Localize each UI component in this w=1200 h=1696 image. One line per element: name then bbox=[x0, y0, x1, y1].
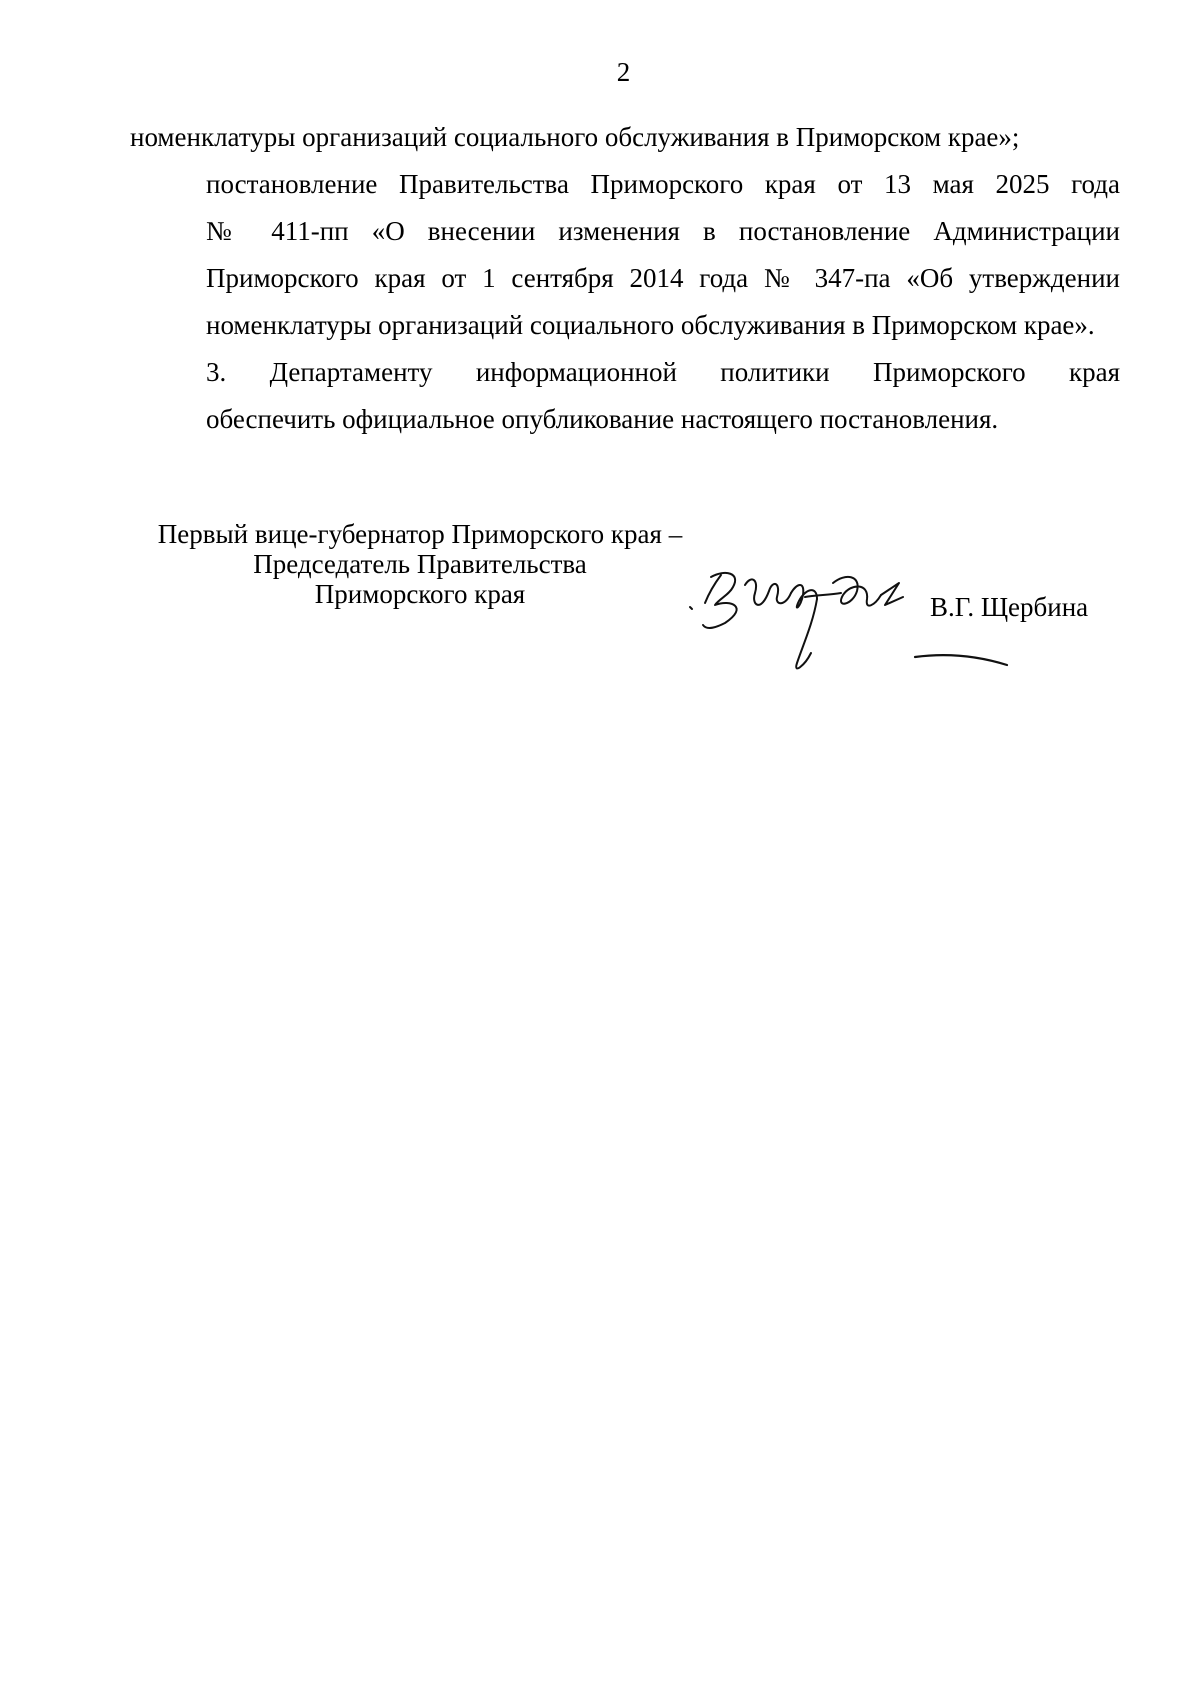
text-line: обеспечить официальное опубликование настоящего постановления. bbox=[206, 404, 999, 434]
handwritten-signature bbox=[685, 565, 1015, 685]
paragraph-item-3 bbox=[130, 349, 1120, 443]
text-line: Приморского края от 1 сентября 2014 года № 347-па «Об утверждении bbox=[206, 263, 1120, 293]
text-line: № 411-пп «О внесении изменения в постановление Администрации bbox=[206, 216, 1120, 246]
text-line: номенклатуры организаций социального обслуживания в Приморском крае»; bbox=[130, 122, 1020, 152]
text-line: постановление Правительства Приморского края от 13 мая 2025 года bbox=[206, 169, 1120, 199]
text-line: номенклатуры организаций социального обслуживания в Приморском крае». bbox=[206, 310, 1095, 340]
paragraph-resolution-2025 bbox=[130, 161, 1120, 349]
signatory-title-line: Председатель Правительства bbox=[253, 549, 587, 579]
document-body bbox=[130, 114, 1120, 443]
signatory-title-line: Приморского края bbox=[314, 579, 526, 609]
text-line: 3. Департаменту информационной политики Приморского края bbox=[206, 357, 1120, 387]
paragraph-continuation bbox=[130, 114, 1120, 161]
signer-name: В.Г. Щербина bbox=[930, 592, 1089, 622]
signatory-title bbox=[140, 519, 700, 609]
signatory-title-line: Первый вице-губернатор Приморского края – bbox=[157, 519, 683, 549]
page-number: 2 bbox=[616, 57, 631, 87]
